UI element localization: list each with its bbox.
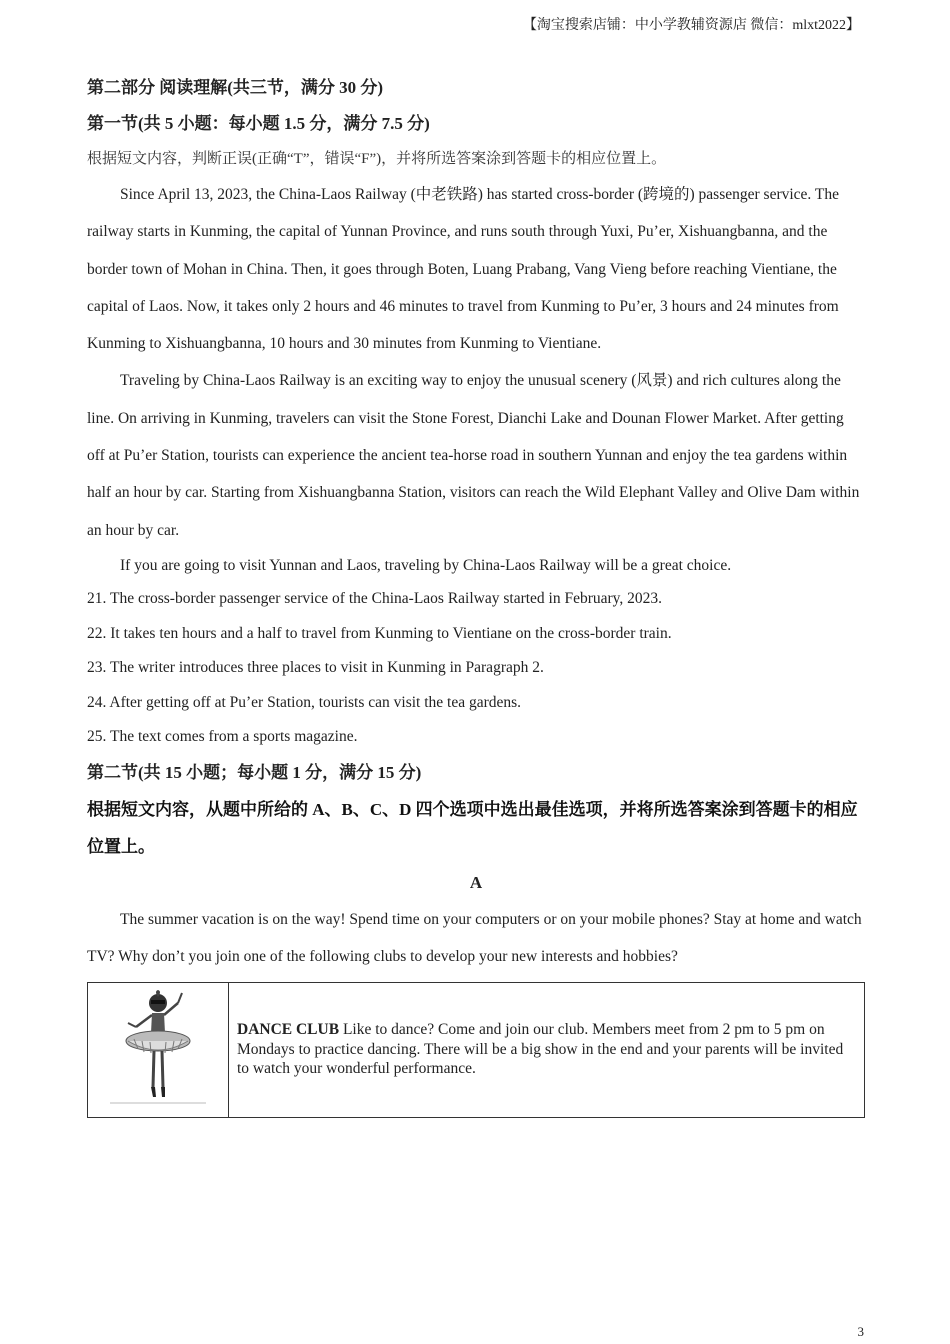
- section1-title: 第一节(共 5 小题：每小题 1.5 分，满分 7.5 分): [87, 114, 430, 133]
- club-row: [88, 982, 865, 1117]
- section1-instruction: 根据短文内容，判断正误(正确“T”，错误“F”)，并将所选答案涂到答题卡的相应位置上。: [87, 151, 667, 167]
- passage-paragraph: If you are going to visit Yunnan and Laos, traveling by China-Laos Railway will be a great choice.: [120, 556, 732, 574]
- page-number: 3: [857, 1324, 864, 1339]
- section2-title: 第二节(共 15 小题；每小题 1 分，满分 15 分): [87, 762, 422, 782]
- question-22: 22. It takes ten hours and a half to travel from Kunming to Vientiane on the cross-border train.: [87, 624, 672, 642]
- passage-letter: A: [469, 872, 483, 892]
- club-table: [87, 982, 865, 1118]
- club-name: DANCE CLUB: [237, 1021, 340, 1039]
- question-25: 25. The text comes from a sports magazine.: [87, 728, 358, 746]
- ballerina-icon: [108, 989, 208, 1105]
- part-title: 第二部分 阅读理解(共三节，满分 30 分): [87, 78, 384, 97]
- document-body: [87, 70, 865, 1118]
- question-21: 21. The cross-border passenger service of the China-Laos Railway started in February, 2023.: [87, 589, 663, 607]
- header-shop-note: 【淘宝搜索店铺：中小学教辅资源店 微信：mlxt2022】: [522, 18, 860, 33]
- passage-intro: The summer vacation is on the way! Spend time on your computers or on your mobile phones? Stay at home and watch TV? Why don’t you join one of the following clubs to develop your new interests and hobbies?: [87, 910, 862, 966]
- club-picture-cell: [88, 982, 229, 1117]
- club-description: Like to dance? Come and join our club. Members meet from 2 pm to 5 pm on Mondays to practice dancing. There will be a big show in the end and your parents will be invited to watch your wonderful performance.: [237, 1021, 844, 1078]
- section2-instruction: 根据短文内容，从题中所给的 A、B、C、D 四个选项中选出最佳选项，并将所选答案涂到答题卡的相应位置上。: [87, 799, 858, 856]
- passage-paragraph: Traveling by China-Laos Railway is an exciting way to enjoy the unusual scenery (风景) and rich cultures along the line. On arriving in Kunming, travelers can visit the Stone Forest, Dianchi Lake and Dounan Flower Market. After getting off at Pu’er Station, tourists can experience the ancient tea-horse road in southern Yunnan and enjoy the tea gardens within half an hour by car. Starting from Xishuangbanna Station, visitors can reach the Wild Elephant Valley and Olive Dam within an hour by car.: [87, 372, 860, 539]
- club-description-cell: [229, 982, 865, 1117]
- question-23: 23. The writer introduces three places to visit in Kunming in Paragraph 2.: [87, 659, 544, 677]
- question-24: 24. After getting off at Pu’er Station, tourists can visit the tea gardens.: [87, 693, 522, 711]
- passage-paragraph: Since April 13, 2023, the China-Laos Railway (中老铁路) has started cross-border (跨境的) passenger service. The railway starts in Kunming, the capital of Yunnan Province, and runs south through Yuxi, Pu’er, Xishuangbanna, and the border town of Mohan in China. Then, it goes through Boten, Luang Prabang, Vang Vieng before reaching Vientiane, the capital of Laos. Now, it takes only 2 hours and 46 minutes to travel from Kunming to Pu’er, 3 hours and 24 minutes from Kunming to Xishuangbanna, 10 hours and 30 minutes from Kunming to Vientiane.: [87, 186, 839, 353]
